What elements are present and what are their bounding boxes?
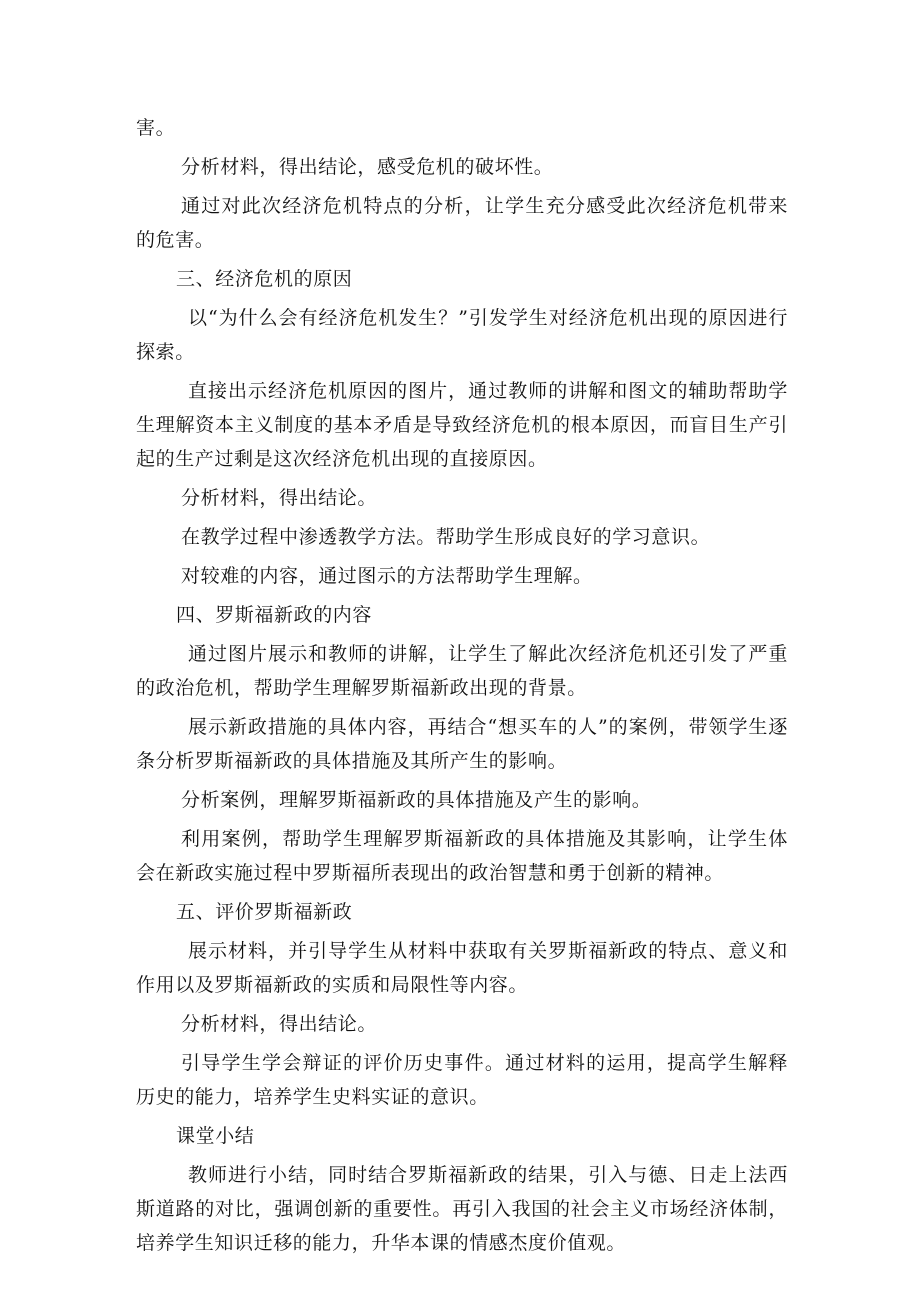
paragraph: 通过对此次经济危机特点的分析，让学生充分感受此次经济危机带来的危害。	[136, 195, 788, 251]
section-heading: 三、经济危机的原因	[176, 268, 353, 290]
paragraph: 直接出示经济危机原因的图片，通过教师的讲解和图文的辅助帮助学生理解资本主义制度的基本矛盾是导致经济危机的根本原因，而盲目生产引起的生产过剩是这次经济危机出现的直接原因。	[136, 380, 788, 470]
paragraph: 利用案例，帮助学生理解罗斯福新政的具体措施及其影响，让学生体会在新政实施过程中罗斯福所表现出的政治智慧和勇于创新的精神。	[136, 828, 788, 884]
paragraph: 对较难的内容，通过图示的方法帮助学生理解。	[181, 565, 593, 587]
paragraph: 教师进行小结，同时结合罗斯福新政的结果，引入与德、日走上法西斯道路的对比，强调创新的重要性。再引入我国的社会主义市场经济体制，培养学生知识迁移的能力，升华本课的情感杰度价值观。	[136, 1164, 788, 1254]
paragraph: 引导学生学会辩证的评价历史事件。通过材料的运用，提高学生解释历史的能力，培养学生史料实证的意识。	[136, 1052, 788, 1108]
paragraph: 展示新政措施的具体内容，再结合“想买车的人”的案例，带领学生逐条分析罗斯福新政的具体措施及其所产生的影响。	[136, 716, 788, 772]
paragraph: 通过图片展示和教师的讲解，让学生了解此次经济危机还引发了严重的政治危机，帮助学生理解罗斯福新政出现的背景。	[136, 643, 788, 699]
paragraph: 在教学过程中渗透教学方法。帮助学生形成良好的学习意识。	[181, 526, 711, 548]
document-body	[136, 111, 788, 1265]
paragraph: 分析案例，理解罗斯福新政的具体措施及产生的影响。	[181, 789, 652, 811]
section-heading: 课堂小结	[176, 1125, 255, 1147]
paragraph: 分析材料，得出结论，感受危机的破坏性。	[181, 156, 554, 178]
paragraph-continuation: 害。	[136, 117, 176, 139]
paragraph: 以“为什么会有经济危机发生？”引发学生对经济危机出现的原因进行探索。	[136, 307, 788, 363]
paragraph: 分析材料，得出结论。	[181, 487, 378, 509]
section-heading: 四、罗斯福新政的内容	[176, 604, 373, 626]
section-heading: 五、评价罗斯福新政	[176, 901, 353, 923]
paragraph: 分析材料，得出结论。	[181, 1013, 378, 1035]
paragraph: 展示材料，并引导学生从材料中获取有关罗斯福新政的特点、意义和作用以及罗斯福新政的实质和局限性等内容。	[136, 940, 788, 996]
